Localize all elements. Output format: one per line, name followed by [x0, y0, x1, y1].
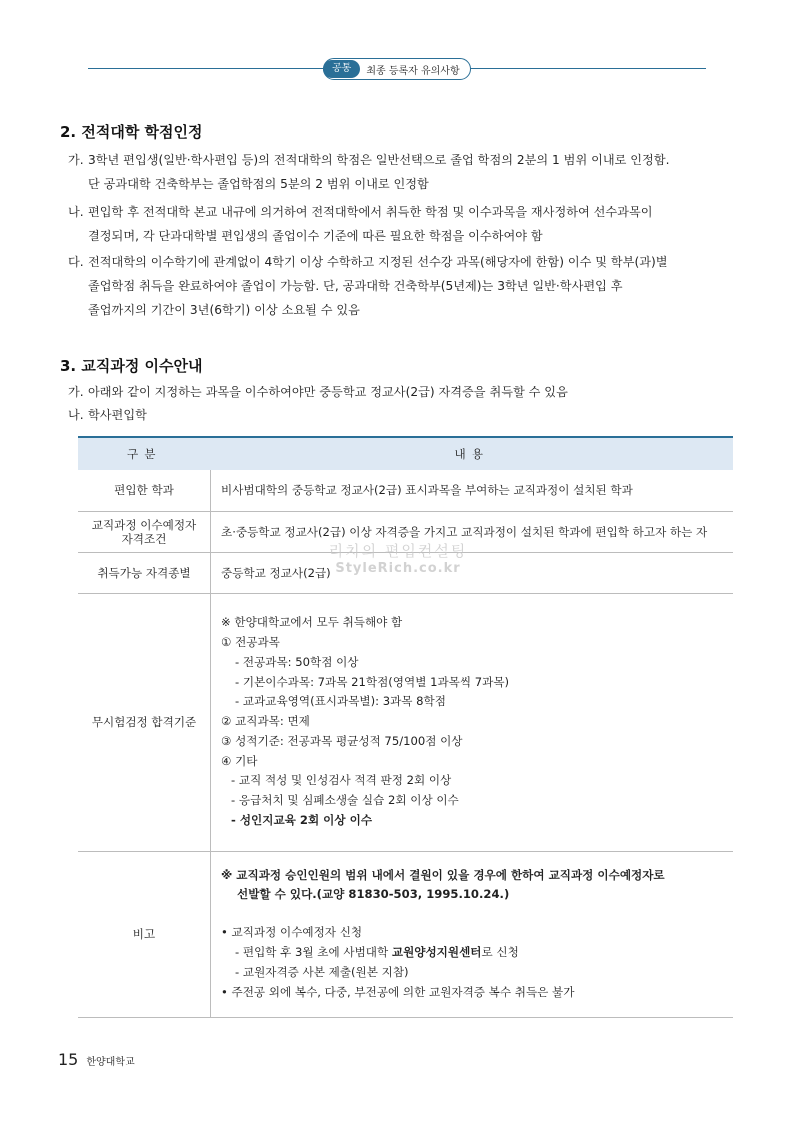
item-line: 졸업학점 취득을 완료하여야 졸업이 가능함. 단, 공과대학 건축학부(5년제)는 3학년 일반·학사편입 후 — [88, 279, 623, 293]
item-line: 전적대학의 이수학기에 관계없이 4학기 이상 수학하고 지정된 선수강 과목(해당자에 한함) 이수 및 학부(과)별 — [88, 255, 668, 269]
table-row — [78, 593, 733, 851]
row-label: 편입한 학과 — [78, 470, 211, 511]
teaching-course-table — [78, 436, 733, 1018]
header-category: 구분 — [78, 437, 211, 470]
list-item: ④ 기타 — [221, 753, 258, 768]
table-row — [78, 851, 733, 1017]
item-line: 졸업까지의 기간이 3년(6학기) 이상 소요될 수 있음 — [88, 303, 360, 317]
list-item: - 교원자격증 사본 제출(원본 지참) — [235, 964, 409, 979]
list-item: ※ 한양대학교에서 모두 취득해야 함 — [221, 615, 403, 630]
item-line: 3학년 편입생(일반·학사편입 등)의 전적대학의 학점은 일반선택으로 졸업 학점의 2분의 1 범위 이내로 인정함. — [88, 153, 670, 167]
item-mark: 나. — [68, 408, 84, 422]
watermark-line: StyleRich.co.kr — [335, 561, 461, 576]
header-content: 내용 — [211, 437, 734, 470]
row-value: 중등학교 정교사(2급) — [211, 552, 734, 593]
header-badge — [323, 58, 471, 80]
item-mark: 나. — [68, 205, 84, 219]
row-label-line: 교직과정 이수예정자 — [91, 517, 197, 532]
row-value: 비사범대학의 중등학교 정교사(2급) 표시과목을 부여하는 교직과정이 설치된 학과 — [211, 470, 734, 511]
note-line: ※ 교직과정 승인인원의 범위 내에서 결원이 있을 경우에 한하여 교직과정 이수예정자로 — [221, 867, 665, 882]
header-title: 최종 등록자 유의사항 — [366, 65, 460, 77]
section2-item-ga — [68, 148, 748, 196]
row-label — [78, 511, 211, 552]
item-line: 결정되며, 각 단과대학별 편입생의 졸업이수 기준에 따른 필요한 학점을 이수하여야 함 — [88, 229, 543, 243]
list-item: - 기본이수과목: 7과목 21학점(영역별 1과목씩 7과목) — [235, 674, 510, 689]
section2-item-da — [68, 250, 748, 322]
text-span: - 편입학 후 3월 초에 사범대학 — [235, 945, 392, 959]
section3-title: 3. 교직과정 이수안내 — [60, 357, 203, 375]
watermark — [318, 540, 478, 576]
list-item: - 성인지교육 2회 이상 이수 — [231, 813, 373, 828]
row-label-line: 자격조건 — [121, 531, 167, 546]
list-item: • 교직과정 이수예정자 신청 — [221, 925, 363, 940]
item-mark: 다. — [68, 255, 84, 269]
footer — [58, 1050, 135, 1069]
row-value: 초·중등학교 정교사(2급) 이상 자격증을 가지고 교직과정이 설치된 학과에 편입학 하고자 하는 자 — [211, 511, 734, 552]
watermark-line: 리치의 편입컨설팅 — [328, 542, 468, 560]
row-value-list — [211, 851, 734, 1017]
list-item: - 전공과목: 50학점 이상 — [235, 654, 359, 669]
list-item: • 주전공 외에 복수, 다중, 부전공에 의한 교원자격증 복수 취득은 불가 — [221, 984, 575, 999]
row-label: 비고 — [78, 851, 211, 1017]
list-item: - 교과교육영역(표시과목별): 3과목 8학점 — [235, 694, 446, 709]
school-name: 한양대학교 — [86, 1057, 135, 1068]
table-row — [78, 470, 733, 511]
row-label: 취득가능 자격종별 — [78, 552, 211, 593]
item-line: 단 공과대학 건축학부는 졸업학점의 5분의 2 범위 이내로 인정함 — [88, 177, 429, 191]
item-line: 아래와 같이 지정하는 과목을 이수하여야만 중등학교 정교사(2급) 자격증을 취득할 수 있음 — [88, 385, 568, 399]
item-mark: 가. — [68, 153, 84, 167]
list-item: ② 교직과목: 면제 — [221, 714, 310, 729]
section2-title: 2. 전적대학 학점인정 — [60, 123, 203, 141]
list-item: ① 전공과목 — [221, 634, 280, 649]
list-item: - 교직 적성 및 인성검사 적격 판정 2회 이상 — [231, 773, 452, 788]
section3-item-na — [68, 403, 748, 427]
section3-item-ga — [68, 380, 748, 404]
center-name: 교원양성지원센터 — [391, 945, 482, 959]
item-line: 편입학 후 전적대학 본교 내규에 의거하여 전적대학에서 취득한 학점 및 이수과목을 재사정하여 선수과목이 — [88, 205, 653, 219]
list-item: ③ 성적기준: 전공과목 평균성적 75/100점 이상 — [221, 733, 463, 748]
header-tag: 공통 — [323, 60, 360, 78]
page-number: 15 — [58, 1050, 79, 1069]
text-span: 로 신청 — [481, 945, 519, 959]
list-item — [221, 943, 732, 963]
note-line: 선발할 수 있다.(교양 81830-503, 1995.10.24.) — [237, 887, 510, 902]
item-line: 학사편입학 — [88, 408, 147, 422]
row-label: 무시험검정 합격기준 — [78, 593, 211, 851]
section2-item-na — [68, 200, 748, 248]
list-item: - 응급처치 및 심폐소생술 실습 2회 이상 이수 — [231, 793, 459, 808]
item-mark: 가. — [68, 385, 84, 399]
row-value-list — [211, 593, 734, 851]
table-header-row — [78, 437, 733, 470]
